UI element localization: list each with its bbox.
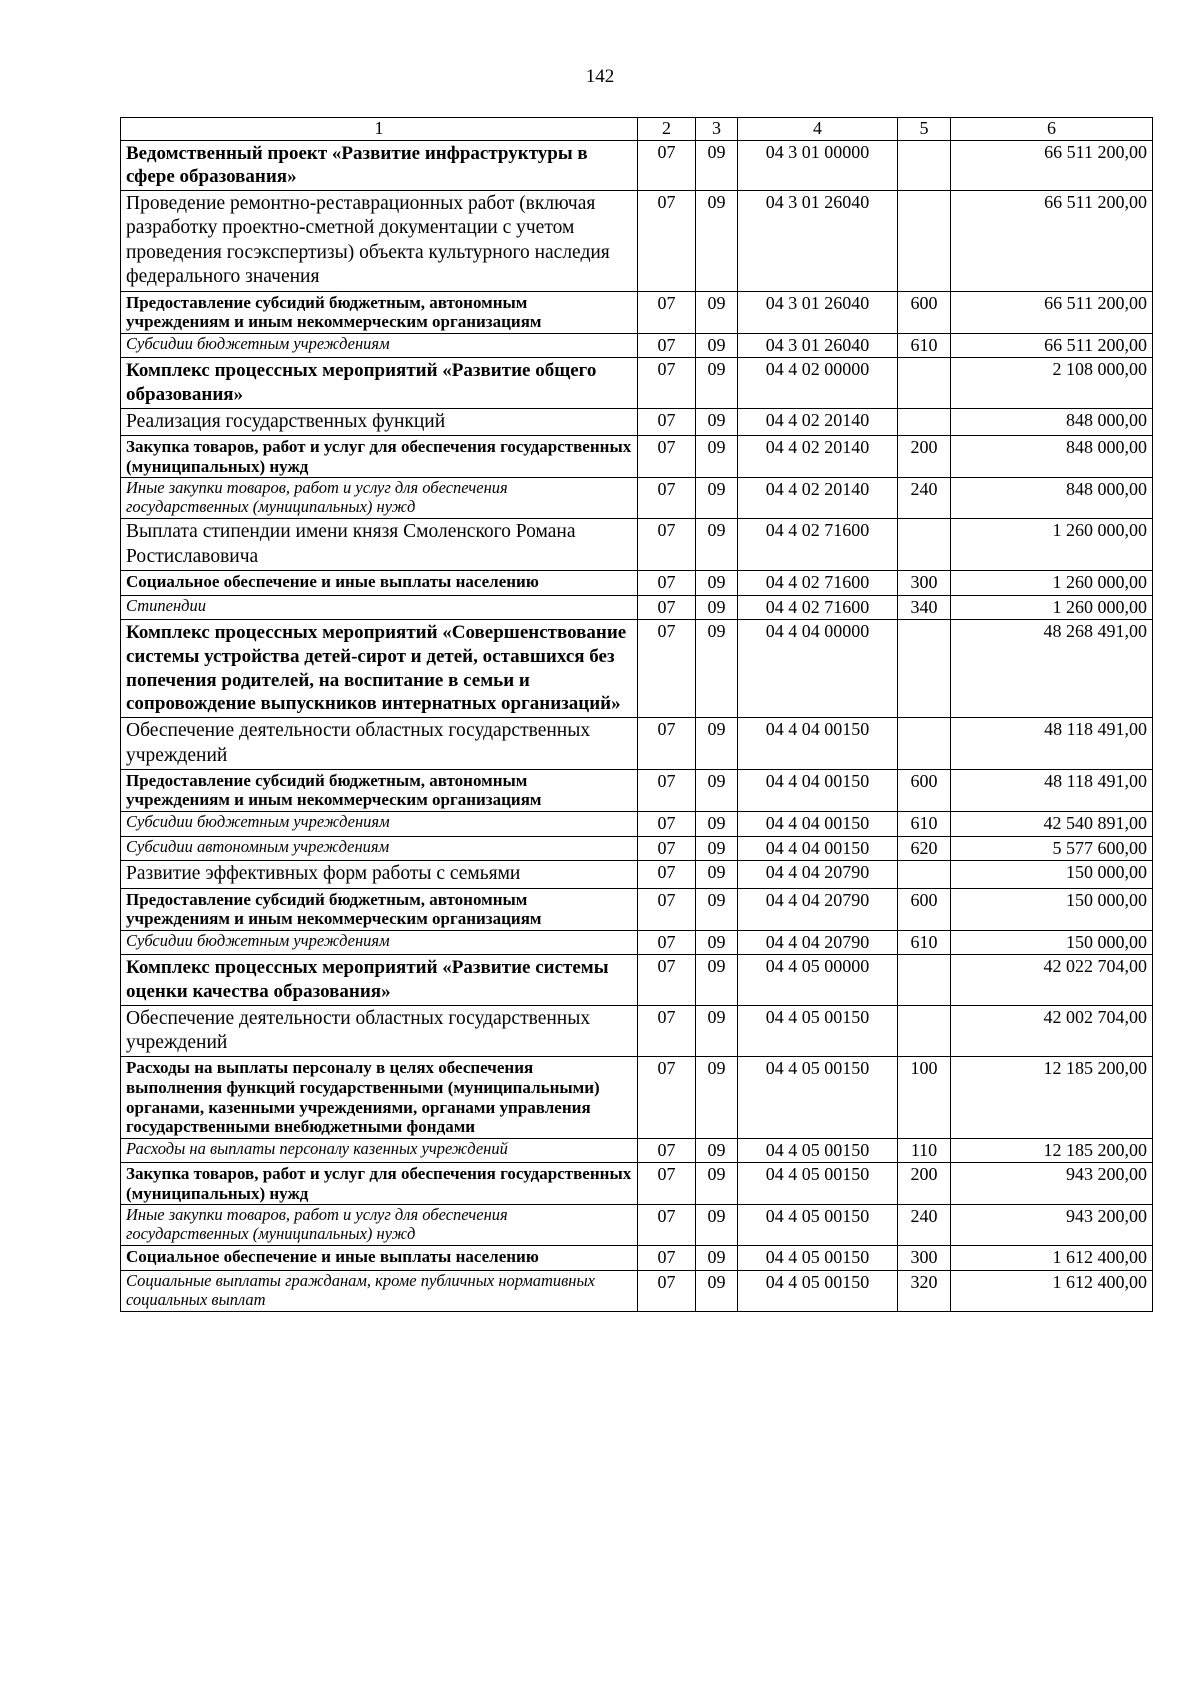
expense-type-code [898, 861, 951, 888]
subsection-code: 09 [696, 291, 738, 333]
subsection-code: 09 [696, 1138, 738, 1163]
item-name: Комплекс процессных мероприятий «Развитие системы оценки качества образования» [121, 955, 638, 1006]
item-name: Социальное обеспечение и иные выплаты населению [121, 1246, 638, 1271]
table-row [121, 1005, 1153, 1057]
item-name: Расходы на выплаты персоналу в целях обеспечения выполнения функций государственными (муниципальными) органами, казенными учреждениями, органами управления государственными внебюджетными фондами [121, 1057, 638, 1138]
amount: 1 260 000,00 [951, 519, 1153, 571]
item-name: Закупка товаров, работ и услуг для обеспечения государственных (муниципальных) нужд [121, 1163, 638, 1205]
subsection-code: 09 [696, 620, 738, 718]
section-code: 07 [638, 1057, 696, 1138]
section-code: 07 [638, 1205, 696, 1246]
item-name: Субсидии бюджетным учреждениям [121, 811, 638, 836]
section-code: 07 [638, 955, 696, 1006]
expense-type-code: 300 [898, 1246, 951, 1271]
table-header [121, 118, 1153, 141]
item-name: Комплекс процессных мероприятий «Развитие общего образования» [121, 358, 638, 409]
amount: 66 511 200,00 [951, 140, 1153, 191]
target-item-code: 04 4 04 00150 [738, 718, 898, 770]
amount: 1 260 000,00 [951, 595, 1153, 620]
target-item-code: 04 4 04 00150 [738, 769, 898, 811]
table-row [121, 291, 1153, 333]
item-name: Выплата стипендии имени князя Смоленского Романа Ростиславовича [121, 519, 638, 571]
expense-type-code: 100 [898, 1057, 951, 1138]
item-name: Комплекс процессных мероприятий «Совершенствование системы устройства детей-сирот и детей, оставшихся без попечения родителей, на воспитание в семьи и сопровождение выпускников интернатных организаций» [121, 620, 638, 718]
target-item-code: 04 4 02 20140 [738, 436, 898, 478]
amount: 12 185 200,00 [951, 1057, 1153, 1138]
expense-type-code: 610 [898, 811, 951, 836]
target-item-code: 04 4 02 20140 [738, 478, 898, 519]
amount: 150 000,00 [951, 861, 1153, 888]
table-row [121, 358, 1153, 409]
section-code: 07 [638, 1163, 696, 1205]
subsection-code: 09 [696, 191, 738, 292]
subsection-code: 09 [696, 718, 738, 770]
item-name: Социальные выплаты гражданам, кроме публичных нормативных социальных выплат [121, 1270, 638, 1311]
expense-type-code: 240 [898, 1205, 951, 1246]
subsection-code: 09 [696, 436, 738, 478]
expense-type-code [898, 718, 951, 770]
expense-type-code [898, 191, 951, 292]
budget-table [120, 117, 1153, 1312]
table-row [121, 478, 1153, 519]
table-row [121, 888, 1153, 930]
expense-type-code: 600 [898, 888, 951, 930]
subsection-code: 09 [696, 1163, 738, 1205]
target-item-code: 04 4 05 00150 [738, 1057, 898, 1138]
expense-type-code: 110 [898, 1138, 951, 1163]
expense-type-code: 320 [898, 1270, 951, 1311]
table-row [121, 1138, 1153, 1163]
page-number: 142 [585, 66, 615, 87]
table-row [121, 570, 1153, 595]
header-col-2: 2 [638, 118, 696, 141]
subsection-code: 09 [696, 333, 738, 358]
target-item-code: 04 4 05 00150 [738, 1163, 898, 1205]
subsection-code: 09 [696, 955, 738, 1006]
table-row [121, 1057, 1153, 1138]
header-col-1: 1 [121, 118, 638, 141]
subsection-code: 09 [696, 861, 738, 888]
target-item-code: 04 4 05 00150 [738, 1205, 898, 1246]
target-item-code: 04 3 01 26040 [738, 191, 898, 292]
header-row [121, 118, 1153, 141]
expense-type-code: 300 [898, 570, 951, 595]
section-code: 07 [638, 519, 696, 571]
expense-type-code: 340 [898, 595, 951, 620]
amount: 848 000,00 [951, 478, 1153, 519]
amount: 848 000,00 [951, 408, 1153, 435]
section-code: 07 [638, 1005, 696, 1057]
target-item-code: 04 4 05 00150 [738, 1005, 898, 1057]
target-item-code: 04 4 05 00000 [738, 955, 898, 1006]
amount: 66 511 200,00 [951, 333, 1153, 358]
item-name: Развитие эффективных форм работы с семьями [121, 861, 638, 888]
target-item-code: 04 4 05 00150 [738, 1246, 898, 1271]
section-code: 07 [638, 769, 696, 811]
section-code: 07 [638, 620, 696, 718]
table-row [121, 140, 1153, 191]
amount: 12 185 200,00 [951, 1138, 1153, 1163]
amount: 848 000,00 [951, 436, 1153, 478]
item-name: Обеспечение деятельности областных государственных учреждений [121, 718, 638, 770]
subsection-code: 09 [696, 478, 738, 519]
item-name: Расходы на выплаты персоналу казенных учреждений [121, 1138, 638, 1163]
amount: 150 000,00 [951, 888, 1153, 930]
table-row [121, 620, 1153, 718]
target-item-code: 04 4 05 00150 [738, 1138, 898, 1163]
amount: 42 002 704,00 [951, 1005, 1153, 1057]
subsection-code: 09 [696, 595, 738, 620]
amount: 48 118 491,00 [951, 769, 1153, 811]
section-code: 07 [638, 333, 696, 358]
table-row [121, 1246, 1153, 1271]
target-item-code: 04 4 02 71600 [738, 570, 898, 595]
expense-type-code [898, 140, 951, 191]
item-name: Иные закупки товаров, работ и услуг для обеспечения государственных (муниципальных) нужд [121, 478, 638, 519]
subsection-code: 09 [696, 570, 738, 595]
amount: 42 540 891,00 [951, 811, 1153, 836]
section-code: 07 [638, 1270, 696, 1311]
subsection-code: 09 [696, 408, 738, 435]
target-item-code: 04 4 04 00000 [738, 620, 898, 718]
section-code: 07 [638, 1246, 696, 1271]
subsection-code: 09 [696, 358, 738, 409]
target-item-code: 04 3 01 00000 [738, 140, 898, 191]
section-code: 07 [638, 1138, 696, 1163]
target-item-code: 04 4 02 71600 [738, 595, 898, 620]
subsection-code: 09 [696, 519, 738, 571]
target-item-code: 04 4 02 20140 [738, 408, 898, 435]
expense-type-code: 200 [898, 436, 951, 478]
target-item-code: 04 4 04 00150 [738, 811, 898, 836]
table-row [121, 595, 1153, 620]
subsection-code: 09 [696, 1205, 738, 1246]
section-code: 07 [638, 930, 696, 955]
section-code: 07 [638, 191, 696, 292]
expense-type-code [898, 358, 951, 409]
item-name: Субсидии автономным учреждениям [121, 836, 638, 861]
item-name: Иные закупки товаров, работ и услуг для обеспечения государственных (муниципальных) нужд [121, 1205, 638, 1246]
expense-type-code [898, 1005, 951, 1057]
item-name: Субсидии бюджетным учреждениям [121, 930, 638, 955]
section-code: 07 [638, 140, 696, 191]
table-row [121, 1163, 1153, 1205]
subsection-code: 09 [696, 888, 738, 930]
table-row [121, 955, 1153, 1006]
expense-type-code [898, 408, 951, 435]
subsection-code: 09 [696, 769, 738, 811]
section-code: 07 [638, 718, 696, 770]
item-name: Обеспечение деятельности областных государственных учреждений [121, 1005, 638, 1057]
item-name: Предоставление субсидий бюджетным, автономным учреждениям и иным некоммерческим организациям [121, 888, 638, 930]
item-name: Проведение ремонтно-реставрационных работ (включая разработку проектно-сметной документации с учетом проведения госэкспертизы) объекта культурного наследия федерального значения [121, 191, 638, 292]
table-row [121, 408, 1153, 435]
header-col-4: 4 [738, 118, 898, 141]
target-item-code: 04 4 04 00150 [738, 836, 898, 861]
section-code: 07 [638, 436, 696, 478]
section-code: 07 [638, 478, 696, 519]
expense-type-code: 620 [898, 836, 951, 861]
section-code: 07 [638, 408, 696, 435]
table-row [121, 811, 1153, 836]
target-item-code: 04 3 01 26040 [738, 291, 898, 333]
expense-type-code: 200 [898, 1163, 951, 1205]
section-code: 07 [638, 595, 696, 620]
amount: 2 108 000,00 [951, 358, 1153, 409]
expense-type-code: 600 [898, 769, 951, 811]
table-row [121, 1205, 1153, 1246]
item-name: Реализация государственных функций [121, 408, 638, 435]
section-code: 07 [638, 888, 696, 930]
item-name: Стипендии [121, 595, 638, 620]
header-col-6: 6 [951, 118, 1153, 141]
amount: 42 022 704,00 [951, 955, 1153, 1006]
expense-type-code [898, 955, 951, 1006]
expense-type-code: 610 [898, 930, 951, 955]
expense-type-code [898, 620, 951, 718]
section-code: 07 [638, 358, 696, 409]
subsection-code: 09 [696, 836, 738, 861]
amount: 5 577 600,00 [951, 836, 1153, 861]
amount: 48 118 491,00 [951, 718, 1153, 770]
subsection-code: 09 [696, 1005, 738, 1057]
table-row [121, 519, 1153, 571]
target-item-code: 04 4 02 71600 [738, 519, 898, 571]
amount: 1 612 400,00 [951, 1270, 1153, 1311]
target-item-code: 04 4 02 00000 [738, 358, 898, 409]
amount: 150 000,00 [951, 930, 1153, 955]
table-row [121, 333, 1153, 358]
header-col-5: 5 [898, 118, 951, 141]
item-name: Предоставление субсидий бюджетным, автономным учреждениям и иным некоммерческим организациям [121, 769, 638, 811]
table-row [121, 1270, 1153, 1311]
header-col-3: 3 [696, 118, 738, 141]
amount: 943 200,00 [951, 1163, 1153, 1205]
subsection-code: 09 [696, 1057, 738, 1138]
amount: 66 511 200,00 [951, 191, 1153, 292]
table-row [121, 436, 1153, 478]
item-name: Предоставление субсидий бюджетным, автономным учреждениям и иным некоммерческим организациям [121, 291, 638, 333]
table-row [121, 769, 1153, 811]
amount: 66 511 200,00 [951, 291, 1153, 333]
section-code: 07 [638, 811, 696, 836]
table-row [121, 930, 1153, 955]
subsection-code: 09 [696, 1246, 738, 1271]
amount: 1 612 400,00 [951, 1246, 1153, 1271]
amount: 1 260 000,00 [951, 570, 1153, 595]
table-row [121, 191, 1153, 292]
subsection-code: 09 [696, 811, 738, 836]
target-item-code: 04 4 04 20790 [738, 888, 898, 930]
table-row [121, 861, 1153, 888]
expense-type-code [898, 519, 951, 571]
target-item-code: 04 4 04 20790 [738, 930, 898, 955]
table-row [121, 836, 1153, 861]
expense-type-code: 610 [898, 333, 951, 358]
target-item-code: 04 4 05 00150 [738, 1270, 898, 1311]
subsection-code: 09 [696, 140, 738, 191]
section-code: 07 [638, 836, 696, 861]
target-item-code: 04 3 01 26040 [738, 333, 898, 358]
expense-type-code: 600 [898, 291, 951, 333]
amount: 48 268 491,00 [951, 620, 1153, 718]
section-code: 07 [638, 861, 696, 888]
item-name: Социальное обеспечение и иные выплаты населению [121, 570, 638, 595]
target-item-code: 04 4 04 20790 [738, 861, 898, 888]
table-row [121, 718, 1153, 770]
table-body [121, 140, 1153, 1311]
item-name: Ведомственный проект «Развитие инфраструктуры в сфере образования» [121, 140, 638, 191]
expense-type-code: 240 [898, 478, 951, 519]
section-code: 07 [638, 570, 696, 595]
subsection-code: 09 [696, 1270, 738, 1311]
item-name: Закупка товаров, работ и услуг для обеспечения государственных (муниципальных) нужд [121, 436, 638, 478]
amount: 943 200,00 [951, 1205, 1153, 1246]
item-name: Субсидии бюджетным учреждениям [121, 333, 638, 358]
subsection-code: 09 [696, 930, 738, 955]
section-code: 07 [638, 291, 696, 333]
